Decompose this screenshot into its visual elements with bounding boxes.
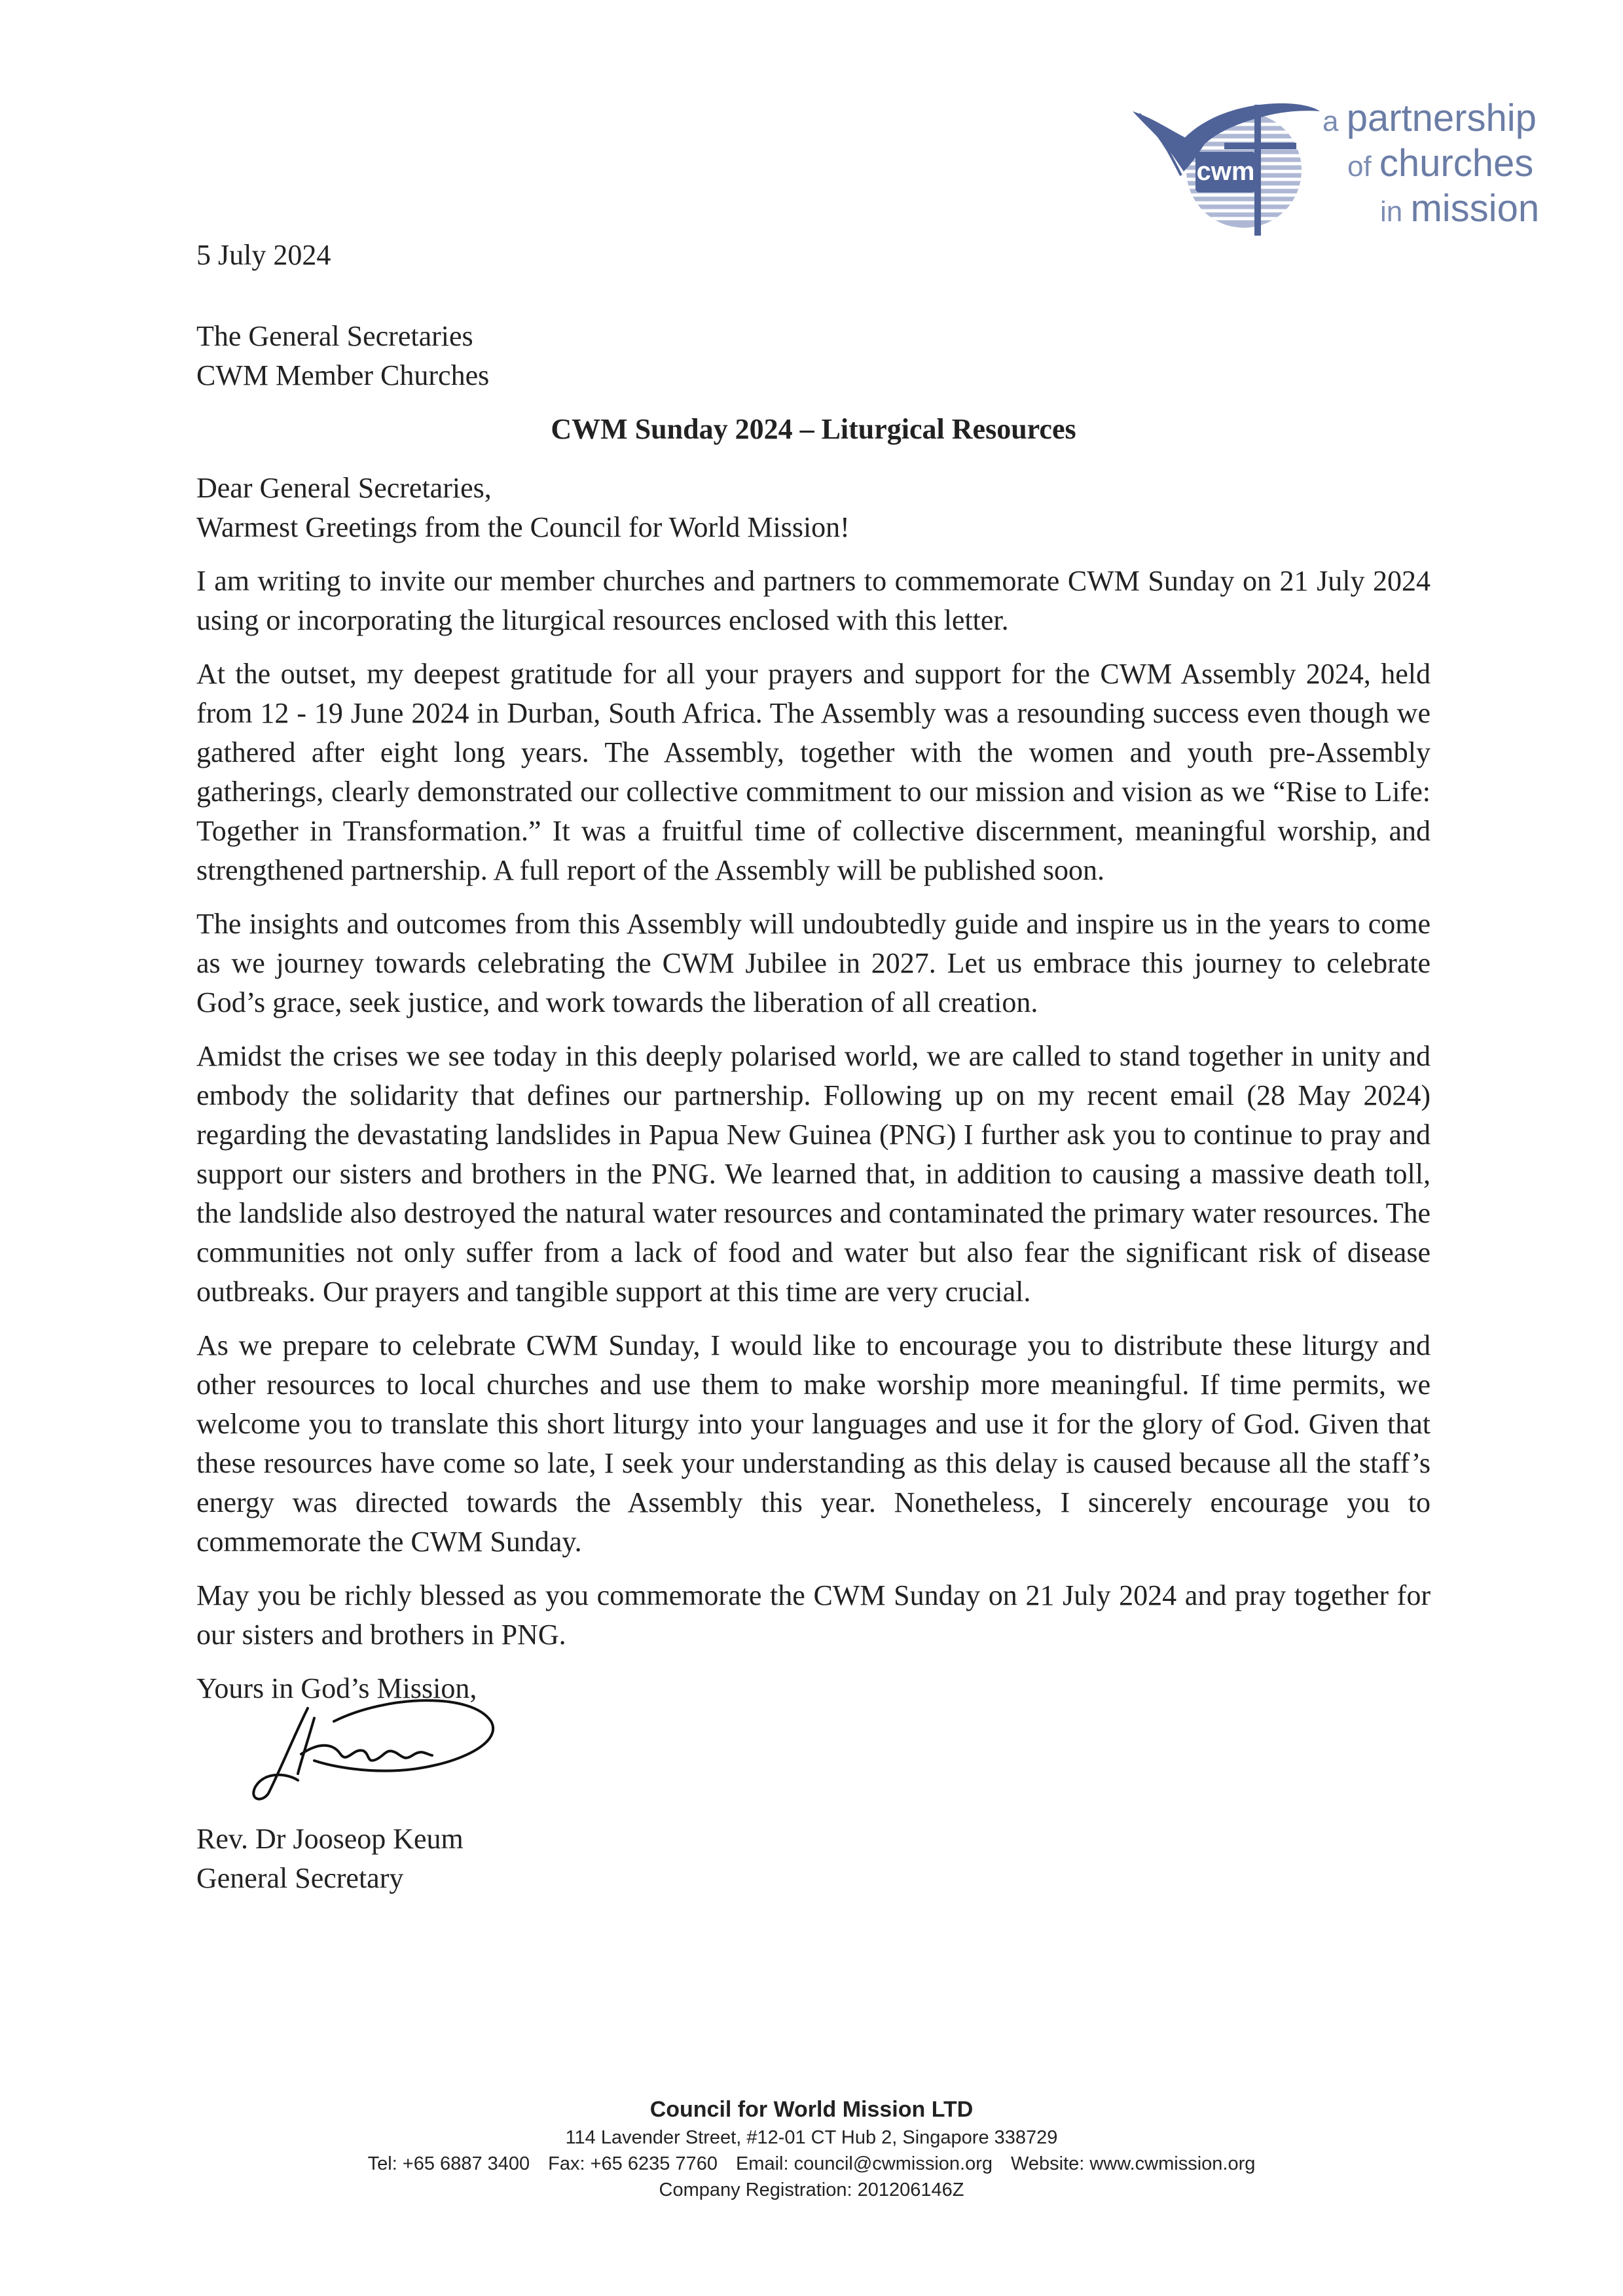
- logo-mark-text: cwm: [1196, 157, 1255, 186]
- footer-address: 114 Lavender Street, #12-01 CT Hub 2, Singapore 338729: [565, 2127, 1058, 2148]
- body-paragraph: May you be richly blessed as you commemorate the CWM Sunday on 21 July 2024 and pray together for our sisters and brothers in PNG.: [196, 1579, 1431, 1651]
- signer-name: Rev. Dr Jooseop Keum: [196, 1823, 464, 1855]
- tagline-word-churches: churches: [1379, 142, 1534, 185]
- footer-org-name: Council for World Mission LTD: [649, 2097, 974, 2122]
- signer-title: General Secretary: [196, 1862, 404, 1894]
- footer-email[interactable]: Email: council@cwmission.org: [735, 2153, 993, 2174]
- tagline-word-of: of: [1347, 151, 1379, 183]
- salutation-line: Dear General Secretaries,: [196, 472, 492, 504]
- dove-cross-emblem-icon: [1126, 92, 1322, 249]
- letter-subject: CWM Sunday 2024 – Liturgical Resources: [551, 413, 1076, 445]
- recipient-line: CWM Member Churches: [196, 359, 490, 391]
- recipient-line: The General Secretaries: [196, 320, 473, 352]
- footer-tel: Tel: +65 6887 3400: [367, 2153, 530, 2174]
- tagline-word-in: in: [1380, 196, 1411, 228]
- salutation-block: [196, 469, 1431, 547]
- letterhead-footer: [0, 2094, 1623, 2203]
- body-paragraph: As we prepare to celebrate CWM Sunday, I would like to encourage you to distribute these liturgy and other resources to local churches and use them to make worship more meaningful. If time permits, we welcome you to translate this short liturgy into your languages and use it for the glory of God. Given that these resources have come so late, I seek your understanding as this delay is caused because all the staff’s energy was directed towards the Assembly this year. Nonetheless, I sincerely encourage you to commemorate the CWM Sunday.: [196, 1329, 1431, 1558]
- footer-fax: Fax: +65 6235 7760: [548, 2153, 718, 2174]
- footer-registration: Company Registration: 201206146Z: [659, 2179, 964, 2200]
- handwritten-signature: [236, 1682, 511, 1813]
- tagline-word-a: a: [1322, 105, 1347, 137]
- footer-contacts: [0, 2151, 1623, 2177]
- closing-line: Yours in God’s Mission,: [196, 1672, 477, 1704]
- body-paragraph: Amidst the crises we see today in this deeply polarised world, we are called to stand together in unity and embody the solidarity that defines our partnership. Following up on my recent email (28 May 2024) regarding the devastating landslides in Papua New Guinea (PNG) I further ask you to continue to pray and support our sisters and brothers in the PNG. We learned that, in addition to causing a massive death toll, the landslide also destroyed the natural water resources and contaminated the primary water resources. The communities not only suffer from a lack of food and water but also fear the significant risk of disease outbreaks. Our prayers and tangible support at this time are very crucial.: [196, 1040, 1431, 1308]
- letter-body: [196, 236, 1431, 1898]
- signature-area: [196, 1708, 1431, 1820]
- greeting-line: Warmest Greetings from the Council for World Mission!: [196, 511, 850, 543]
- body-paragraph: I am writing to invite our member churches and partners to commemorate CWM Sunday on 21 July 2024 using or incorporating the liturgical resources enclosed with this letter.: [196, 565, 1431, 636]
- body-paragraph: At the outset, my deepest gratitude for all your prayers and support for the CWM Assembly 2024, held from 12 - 19 June 2024 in Durban, South Africa. The Assembly was a resounding success even though we gathered after eight long years. The Assembly, together with the women and youth pre-Assembly gatherings, clearly demonstrated our collective commitment to our mission and vision as we “Rise to Life: Together in Transformation.” It was a fruitful time of collective discernment, meaningful worship, and strengthened partnership. A full report of the Assembly will be published soon.: [196, 658, 1431, 886]
- body-paragraph: The insights and outcomes from this Assembly will undoubtedly guide and inspire us in the years to come as we journey towards celebrating the CWM Jubilee in 2027. Let us embrace this journey to celebrate God’s grace, seek justice, and work towards the liberation of all creation.: [196, 908, 1431, 1018]
- logo-tagline: [1322, 97, 1545, 236]
- recipients-block: [196, 317, 1431, 395]
- tagline-word-partnership: partnership: [1346, 97, 1537, 139]
- tagline-word-mission: mission: [1410, 187, 1540, 230]
- footer-website[interactable]: Website: www.cwmission.org: [1011, 2153, 1256, 2174]
- letter-date: 5 July 2024: [196, 239, 331, 271]
- cwm-logo: [1126, 92, 1545, 249]
